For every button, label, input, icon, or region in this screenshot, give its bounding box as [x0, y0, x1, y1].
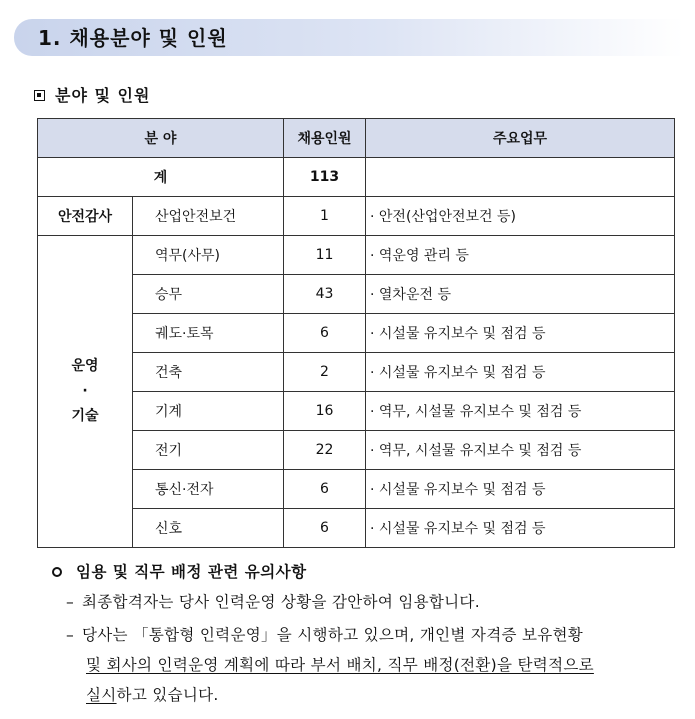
dash-bullet: –: [66, 593, 75, 611]
table-row: [38, 353, 675, 392]
dept-cell: 건축: [133, 353, 284, 392]
count-cell: 16: [284, 392, 366, 431]
header-field: 분 야: [38, 119, 284, 158]
header-count: 채용인원: [284, 119, 366, 158]
section-title: 1. 채용분야 및 인원: [38, 26, 228, 50]
duty-cell: · 열차운전 등: [366, 275, 675, 314]
dept-cell: 기계: [133, 392, 284, 431]
total-count: 113: [284, 158, 366, 197]
total-row: [38, 158, 675, 197]
count-cell: 6: [284, 314, 366, 353]
category-ops-line1: 운영: [71, 358, 99, 374]
note-line: [66, 620, 678, 650]
note-text: 하고 있습니다.: [116, 686, 219, 704]
dash-bullet: –: [66, 626, 75, 644]
note-underlined-text: 실시: [86, 686, 117, 704]
sub-heading-label: 분야 및 인원: [55, 86, 151, 105]
duty-cell: · 시설물 유지보수 및 점검 등: [366, 470, 675, 509]
note-item: [66, 590, 480, 612]
table-row: [38, 509, 675, 548]
note-item: [66, 620, 678, 710]
category-safety: 안전감사: [38, 197, 133, 236]
duty-cell: · 시설물 유지보수 및 점검 등: [366, 509, 675, 548]
note-line: [66, 680, 678, 710]
table-header-row: [38, 119, 675, 158]
dept-cell: 궤도·토목: [133, 314, 284, 353]
table-row: [38, 314, 675, 353]
note-text: 최종합격자는 당사 인력운영 상황을 감안하여 임용합니다.: [82, 593, 480, 611]
square-bullet-icon: [34, 90, 45, 101]
table-row: [38, 470, 675, 509]
table-row: [38, 392, 675, 431]
dept-cell: 신호: [133, 509, 284, 548]
duty-cell: · 역무, 시설물 유지보수 및 점검 등: [366, 392, 675, 431]
dept-cell: 산업안전보건: [133, 197, 284, 236]
count-cell: 2: [284, 353, 366, 392]
notes-heading-label: 임용 및 직무 배정 관련 유의사항: [76, 563, 307, 581]
duty-cell: · 시설물 유지보수 및 점검 등: [366, 353, 675, 392]
note-text: 당사는 「통합형 인력운영」을 시행하고 있으며, 개인별 자격증 보유현황: [82, 626, 584, 644]
dept-cell: 역무(사무): [133, 236, 284, 275]
notes-heading: [52, 560, 307, 582]
count-cell: 6: [284, 470, 366, 509]
header-duties: 주요업무: [366, 119, 675, 158]
table-row: [38, 197, 675, 236]
category-ops: [38, 236, 133, 548]
count-cell: 6: [284, 509, 366, 548]
duty-cell: · 역무, 시설물 유지보수 및 점검 등: [366, 431, 675, 470]
circle-bullet-icon: [52, 567, 62, 577]
table-row: [38, 275, 675, 314]
sub-heading: [34, 83, 150, 106]
total-duty: [366, 158, 675, 197]
duty-cell: · 안전(산업안전보건 등): [366, 197, 675, 236]
recruitment-table: [37, 118, 675, 548]
total-label: 계: [38, 158, 284, 197]
count-cell: 1: [284, 197, 366, 236]
duty-cell: · 시설물 유지보수 및 점검 등: [366, 314, 675, 353]
count-cell: 22: [284, 431, 366, 470]
table-row: [38, 236, 675, 275]
table-row: [38, 431, 675, 470]
note-line: [66, 650, 678, 680]
count-cell: 43: [284, 275, 366, 314]
dept-cell: 전기: [133, 431, 284, 470]
dept-cell: 통신·전자: [133, 470, 284, 509]
dept-cell: 승무: [133, 275, 284, 314]
count-cell: 11: [284, 236, 366, 275]
category-ops-line3: 기술: [71, 408, 99, 424]
category-ops-line2: ·: [82, 383, 88, 399]
duty-cell: · 역운영 관리 등: [366, 236, 675, 275]
note-underlined-text: 및 회사의 인력운영 계획에 따라 부서 배치, 직무 배정(전환)을 탄력적으로: [86, 656, 594, 674]
